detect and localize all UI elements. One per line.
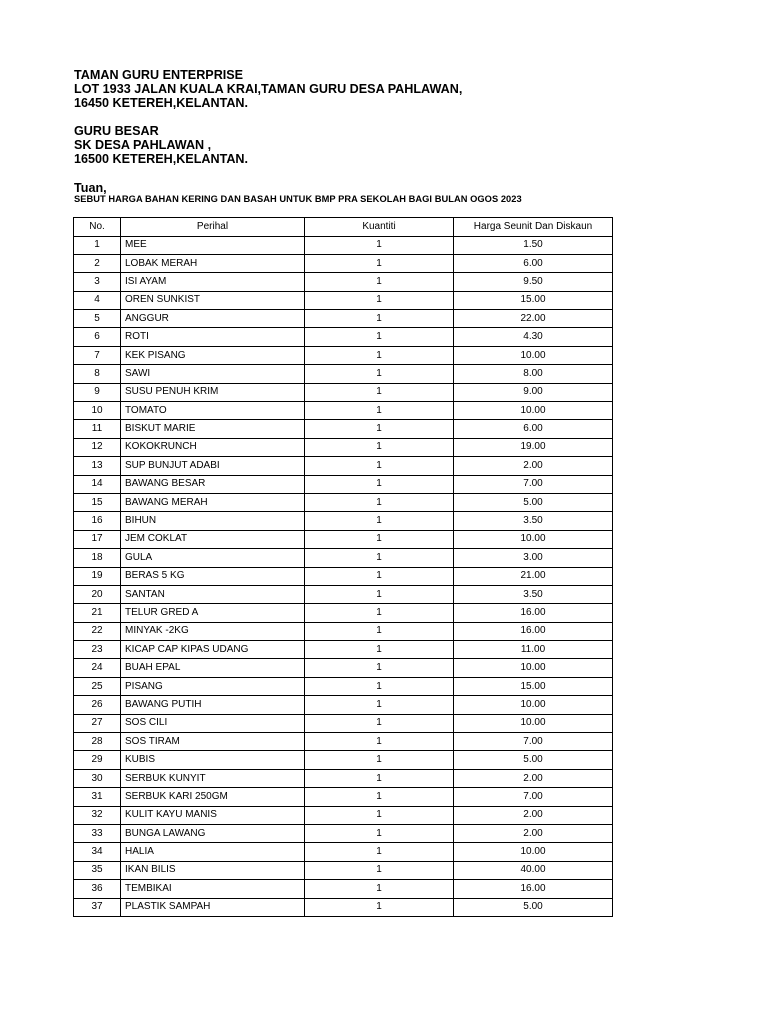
cell-harga: 5.00 [454, 751, 613, 769]
cell-perihal: KICAP CAP KIPAS UDANG [121, 641, 305, 659]
cell-perihal: BUNGA LAWANG [121, 825, 305, 843]
cell-no: 2 [74, 254, 121, 272]
table-row [74, 825, 613, 843]
cell-harga: 7.00 [454, 733, 613, 751]
cell-harga: 10.00 [454, 696, 613, 714]
table-row [74, 328, 613, 346]
table-body [74, 236, 613, 916]
recipient-title: GURU BESAR [74, 124, 159, 138]
cell-no: 16 [74, 512, 121, 530]
table-row [74, 402, 613, 420]
salutation: Tuan, [74, 181, 107, 195]
table-row [74, 714, 613, 732]
table-row [74, 788, 613, 806]
cell-no: 10 [74, 402, 121, 420]
cell-perihal: BAWANG BESAR [121, 475, 305, 493]
cell-no: 6 [74, 328, 121, 346]
cell-no: 36 [74, 880, 121, 898]
cell-harga: 3.50 [454, 512, 613, 530]
cell-kuantiti: 1 [305, 825, 454, 843]
cell-harga: 40.00 [454, 861, 613, 879]
cell-kuantiti: 1 [305, 714, 454, 732]
cell-no: 35 [74, 861, 121, 879]
cell-harga: 2.00 [454, 769, 613, 787]
cell-perihal: SOS CILI [121, 714, 305, 732]
cell-perihal: KUBIS [121, 751, 305, 769]
price-table [73, 217, 613, 917]
cell-harga: 10.00 [454, 530, 613, 548]
table-row [74, 438, 613, 456]
table-row [74, 604, 613, 622]
table-row [74, 236, 613, 254]
cell-harga: 10.00 [454, 402, 613, 420]
cell-harga: 10.00 [454, 714, 613, 732]
header-harga: Harga Seunit Dan Diskaun [454, 218, 613, 237]
cell-kuantiti: 1 [305, 549, 454, 567]
cell-perihal: TEMBIKAI [121, 880, 305, 898]
table-row [74, 843, 613, 861]
header-perihal: Perihal [121, 218, 305, 237]
cell-no: 18 [74, 549, 121, 567]
table-row [74, 696, 613, 714]
sender-address-line2: 16450 KETEREH,KELANTAN. [74, 96, 249, 110]
cell-perihal: BERAS 5 KG [121, 567, 305, 585]
table-row [74, 880, 613, 898]
cell-perihal: SOS TIRAM [121, 733, 305, 751]
table-header-row [74, 218, 613, 237]
cell-no: 23 [74, 641, 121, 659]
recipient-school: SK DESA PAHLAWAN , [74, 138, 212, 152]
sender-address-line1: LOT 1933 JALAN KUALA KRAI,TAMAN GURU DESA PAHLAWAN, [74, 82, 463, 96]
cell-no: 25 [74, 677, 121, 695]
cell-no: 28 [74, 733, 121, 751]
cell-kuantiti: 1 [305, 788, 454, 806]
table-row [74, 769, 613, 787]
cell-harga: 8.00 [454, 365, 613, 383]
cell-perihal: JEM COKLAT [121, 530, 305, 548]
cell-kuantiti: 1 [305, 420, 454, 438]
cell-perihal: SERBUK KUNYIT [121, 769, 305, 787]
cell-no: 31 [74, 788, 121, 806]
cell-kuantiti: 1 [305, 236, 454, 254]
table-row [74, 383, 613, 401]
cell-perihal: KEK PISANG [121, 346, 305, 364]
cell-perihal: BAWANG MERAH [121, 493, 305, 511]
cell-kuantiti: 1 [305, 585, 454, 603]
cell-harga: 10.00 [454, 843, 613, 861]
cell-no: 26 [74, 696, 121, 714]
table-row [74, 254, 613, 272]
cell-kuantiti: 1 [305, 383, 454, 401]
cell-perihal: PLASTIK SAMPAH [121, 898, 305, 916]
table-row [74, 512, 613, 530]
cell-no: 13 [74, 457, 121, 475]
cell-harga: 6.00 [454, 254, 613, 272]
cell-no: 37 [74, 898, 121, 916]
cell-perihal: IKAN BILIS [121, 861, 305, 879]
recipient-address: 16500 KETEREH,KELANTAN. [74, 152, 249, 166]
cell-harga: 2.00 [454, 806, 613, 824]
cell-no: 27 [74, 714, 121, 732]
cell-harga: 5.00 [454, 493, 613, 511]
cell-kuantiti: 1 [305, 493, 454, 511]
table-row [74, 273, 613, 291]
table-row [74, 549, 613, 567]
cell-harga: 21.00 [454, 567, 613, 585]
table-row [74, 751, 613, 769]
cell-kuantiti: 1 [305, 751, 454, 769]
table-row [74, 346, 613, 364]
cell-no: 1 [74, 236, 121, 254]
table-row [74, 365, 613, 383]
table-row [74, 567, 613, 585]
cell-harga: 5.00 [454, 898, 613, 916]
cell-kuantiti: 1 [305, 402, 454, 420]
cell-perihal: BUAH EPAL [121, 659, 305, 677]
cell-no: 17 [74, 530, 121, 548]
cell-harga: 2.00 [454, 457, 613, 475]
cell-no: 24 [74, 659, 121, 677]
cell-kuantiti: 1 [305, 365, 454, 383]
cell-perihal: PISANG [121, 677, 305, 695]
cell-kuantiti: 1 [305, 512, 454, 530]
cell-perihal: LOBAK MERAH [121, 254, 305, 272]
cell-perihal: SUP BUNJUT ADABI [121, 457, 305, 475]
cell-harga: 7.00 [454, 788, 613, 806]
cell-no: 3 [74, 273, 121, 291]
cell-kuantiti: 1 [305, 880, 454, 898]
cell-kuantiti: 1 [305, 733, 454, 751]
cell-harga: 15.00 [454, 291, 613, 309]
cell-no: 14 [74, 475, 121, 493]
sender-name: TAMAN GURU ENTERPRISE [74, 68, 244, 82]
table-row [74, 898, 613, 916]
cell-no: 22 [74, 622, 121, 640]
header-no: No. [74, 218, 121, 237]
table-row [74, 733, 613, 751]
table-row [74, 475, 613, 493]
cell-no: 8 [74, 365, 121, 383]
table-row [74, 530, 613, 548]
cell-kuantiti: 1 [305, 843, 454, 861]
cell-no: 9 [74, 383, 121, 401]
cell-no: 19 [74, 567, 121, 585]
cell-perihal: SAWI [121, 365, 305, 383]
cell-harga: 9.50 [454, 273, 613, 291]
cell-perihal: BAWANG PUTIH [121, 696, 305, 714]
cell-no: 33 [74, 825, 121, 843]
cell-kuantiti: 1 [305, 291, 454, 309]
cell-harga: 1.50 [454, 236, 613, 254]
table-row [74, 861, 613, 879]
cell-perihal: HALIA [121, 843, 305, 861]
cell-kuantiti: 1 [305, 328, 454, 346]
cell-kuantiti: 1 [305, 438, 454, 456]
table-row [74, 585, 613, 603]
cell-kuantiti: 1 [305, 346, 454, 364]
cell-no: 34 [74, 843, 121, 861]
cell-harga: 10.00 [454, 346, 613, 364]
cell-harga: 16.00 [454, 604, 613, 622]
cell-harga: 7.00 [454, 475, 613, 493]
cell-harga: 4.30 [454, 328, 613, 346]
cell-no: 20 [74, 585, 121, 603]
cell-kuantiti: 1 [305, 659, 454, 677]
cell-kuantiti: 1 [305, 604, 454, 622]
cell-perihal: BISKUT MARIE [121, 420, 305, 438]
cell-kuantiti: 1 [305, 273, 454, 291]
cell-perihal: ANGGUR [121, 310, 305, 328]
cell-perihal: GULA [121, 549, 305, 567]
cell-perihal: ROTI [121, 328, 305, 346]
table-row [74, 420, 613, 438]
cell-perihal: TELUR GRED A [121, 604, 305, 622]
cell-harga: 16.00 [454, 622, 613, 640]
cell-kuantiti: 1 [305, 475, 454, 493]
cell-perihal: TOMATO [121, 402, 305, 420]
cell-perihal: MEE [121, 236, 305, 254]
table-row [74, 659, 613, 677]
table-row [74, 493, 613, 511]
cell-harga: 10.00 [454, 659, 613, 677]
cell-kuantiti: 1 [305, 567, 454, 585]
cell-kuantiti: 1 [305, 769, 454, 787]
table-row [74, 622, 613, 640]
cell-perihal: KOKOKRUNCH [121, 438, 305, 456]
cell-harga: 3.00 [454, 549, 613, 567]
table-row [74, 641, 613, 659]
cell-no: 21 [74, 604, 121, 622]
cell-kuantiti: 1 [305, 898, 454, 916]
cell-kuantiti: 1 [305, 861, 454, 879]
cell-kuantiti: 1 [305, 641, 454, 659]
cell-no: 30 [74, 769, 121, 787]
table-row [74, 457, 613, 475]
table-row [74, 677, 613, 695]
cell-perihal: KULIT KAYU MANIS [121, 806, 305, 824]
cell-no: 15 [74, 493, 121, 511]
cell-kuantiti: 1 [305, 677, 454, 695]
subject-line: SEBUT HARGA BAHAN KERING DAN BASAH UNTUK BMP PRA SEKOLAH BAGI BULAN OGOS 2023 [74, 194, 522, 204]
cell-perihal: SUSU PENUH KRIM [121, 383, 305, 401]
table-row [74, 806, 613, 824]
cell-harga: 2.00 [454, 825, 613, 843]
cell-harga: 19.00 [454, 438, 613, 456]
cell-kuantiti: 1 [305, 696, 454, 714]
cell-no: 29 [74, 751, 121, 769]
cell-harga: 22.00 [454, 310, 613, 328]
cell-perihal: SERBUK KARI 250GM [121, 788, 305, 806]
cell-no: 5 [74, 310, 121, 328]
cell-kuantiti: 1 [305, 310, 454, 328]
cell-harga: 6.00 [454, 420, 613, 438]
cell-perihal: MINYAK -2KG [121, 622, 305, 640]
cell-kuantiti: 1 [305, 254, 454, 272]
cell-kuantiti: 1 [305, 622, 454, 640]
cell-harga: 3.50 [454, 585, 613, 603]
cell-no: 4 [74, 291, 121, 309]
header-kuantiti: Kuantiti [305, 218, 454, 237]
table-row [74, 291, 613, 309]
table-row [74, 310, 613, 328]
cell-perihal: SANTAN [121, 585, 305, 603]
cell-perihal: OREN SUNKIST [121, 291, 305, 309]
cell-no: 12 [74, 438, 121, 456]
cell-kuantiti: 1 [305, 457, 454, 475]
cell-harga: 9.00 [454, 383, 613, 401]
cell-no: 7 [74, 346, 121, 364]
cell-perihal: ISI AYAM [121, 273, 305, 291]
cell-no: 11 [74, 420, 121, 438]
cell-harga: 15.00 [454, 677, 613, 695]
cell-kuantiti: 1 [305, 806, 454, 824]
cell-harga: 11.00 [454, 641, 613, 659]
cell-perihal: BIHUN [121, 512, 305, 530]
cell-kuantiti: 1 [305, 530, 454, 548]
cell-no: 32 [74, 806, 121, 824]
cell-harga: 16.00 [454, 880, 613, 898]
